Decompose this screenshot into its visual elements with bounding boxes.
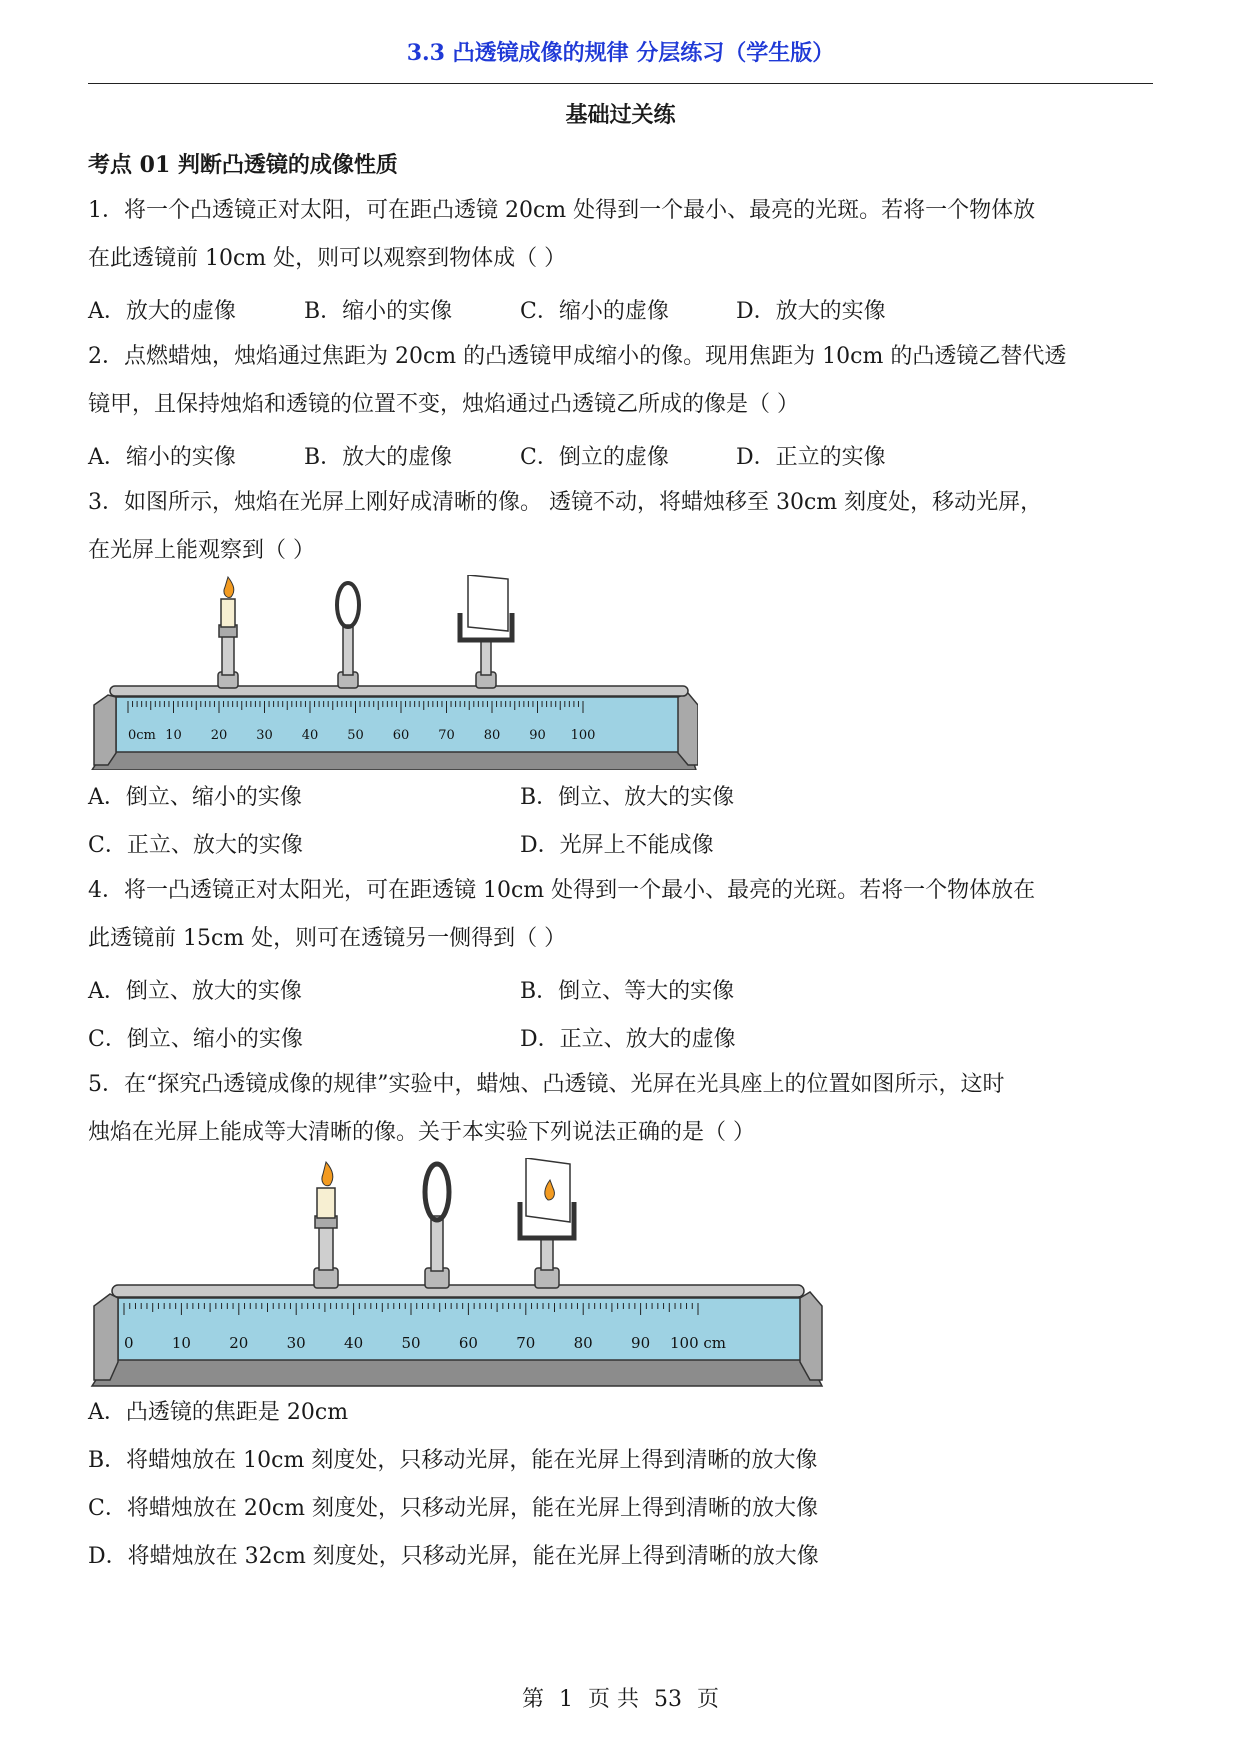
option-b[interactable]: B．放大的虚像 — [304, 445, 453, 470]
light-screen — [460, 575, 512, 688]
ruler-label: 60 — [392, 728, 410, 743]
question-1-line-2: 在此透镜前 10cm 处，则可以观察到物体成（ ） — [88, 246, 567, 271]
question-5-option-c[interactable]: C．将蜡烛放在 20cm 刻度处，只移动光屏，能在光屏上得到清晰的放大像 — [88, 1496, 818, 1521]
ruler-label: 90 — [631, 1334, 651, 1352]
ruler-label: 10 — [165, 728, 182, 743]
ruler-label: 30 — [286, 1334, 306, 1352]
ruler-label: 30 — [256, 728, 273, 743]
ruler-label: 40 — [301, 728, 319, 743]
ruler-label: 10 — [171, 1334, 191, 1352]
question-4-line-1: 4．将一凸透镜正对太阳光，可在距透镜 10cm 处得到一个最小、最亮的光斑。若将一个物体放在 — [88, 878, 1036, 903]
footer-mid: 页 共 — [588, 1687, 639, 1712]
ruler-label: 70 — [438, 728, 455, 743]
ruler-label: 80 — [573, 1334, 593, 1352]
option-d[interactable]: D．正立的实像 — [736, 445, 886, 470]
question-1-line-1: 1．将一个凸透镜正对太阳，可在距凸透镜 20cm 处得到一个最小、最亮的光斑。若将一个物体放 — [88, 198, 1036, 223]
question-5-line-2: 烛焰在光屏上能成等大清晰的像。关于本实验下列说法正确的是（ ） — [88, 1120, 755, 1145]
ruler-label: 70 — [516, 1334, 536, 1352]
ruler-label: 20 — [229, 1334, 249, 1352]
optical-bench-figure-2 — [88, 1158, 824, 1388]
convex-lens — [425, 1164, 449, 1288]
ruler-label: 20 — [210, 728, 228, 743]
ruler-label: 40 — [344, 1334, 364, 1352]
option-a[interactable]: A．倒立、缩小的实像 — [88, 785, 302, 810]
ruler-label: 50 — [401, 1334, 421, 1352]
section-title: 基础过关练 — [565, 102, 676, 128]
candle — [314, 1162, 338, 1288]
header-divider — [88, 83, 1153, 84]
question-4-line-2: 此透镜前 15cm 处，则可在透镜另一侧得到（ ） — [88, 926, 567, 951]
topic-heading: 考点 01 判断凸透镜的成像性质 — [88, 152, 398, 178]
ruler-label: 100 — [570, 728, 596, 743]
optical-bench-figure-1 — [88, 575, 698, 770]
ruler-label: 0 — [124, 1334, 134, 1352]
question-2-line-1: 2．点燃蜡烛，烛焰通过焦距为 20cm 的凸透镜甲成缩小的像。现用焦距为 10cm 的凸透镜乙替代透 — [88, 344, 1067, 369]
option-d[interactable]: D．正立、放大的虚像 — [520, 1027, 736, 1052]
ruler-label: 60 — [458, 1334, 478, 1352]
option-c[interactable]: C．倒立、缩小的实像 — [88, 1027, 303, 1052]
option-a[interactable]: A．缩小的实像 — [88, 445, 236, 470]
footer-suffix: 页 — [697, 1687, 720, 1712]
option-a[interactable]: A．倒立、放大的实像 — [88, 979, 302, 1004]
option-b[interactable]: B．倒立、等大的实像 — [520, 979, 735, 1004]
footer-total-pages: 53 — [654, 1687, 682, 1712]
footer-prefix: 第 — [521, 1687, 544, 1712]
ruler-label: 100 cm — [669, 1334, 727, 1352]
page-header-title: 3.3 凸透镜成像的规律 分层练习（学生版） — [406, 40, 835, 66]
question-5-line-1: 5．在“探究凸透镜成像的规律”实验中，蜡烛、凸透镜、光屏在光具座上的位置如图所示，这时 — [88, 1072, 1005, 1097]
convex-lens — [337, 583, 359, 688]
option-d[interactable]: D．光屏上不能成像 — [520, 833, 714, 858]
question-3-line-2: 在光屏上能观察到（ ） — [88, 538, 315, 563]
ruler-label: 90 — [529, 728, 546, 743]
light-screen — [520, 1158, 574, 1288]
ruler-label: 80 — [483, 728, 501, 743]
question-5-option-d[interactable]: D．将蜡烛放在 32cm 刻度处，只移动光屏，能在光屏上得到清晰的放大像 — [88, 1544, 819, 1569]
option-c[interactable]: C．倒立的虚像 — [520, 445, 669, 470]
question-3-line-1: 3．如图所示，烛焰在光屏上刚好成清晰的像。 透镜不动，将蜡烛移至 30cm 刻度处，移动光屏， — [88, 490, 1043, 515]
optical-bench-1 — [92, 575, 698, 770]
option-c[interactable]: C．正立、放大的实像 — [88, 833, 303, 858]
footer-page-number: 1 — [559, 1687, 573, 1712]
ruler-label: 0cm — [128, 728, 156, 743]
option-a[interactable]: A．放大的虚像 — [88, 299, 236, 324]
page-footer — [0, 1682, 1241, 1713]
option-b[interactable]: B．缩小的实像 — [304, 299, 453, 324]
option-b[interactable]: B．倒立、放大的实像 — [520, 785, 735, 810]
option-c[interactable]: C．缩小的虚像 — [520, 299, 669, 324]
option-d[interactable]: D．放大的实像 — [736, 299, 886, 324]
candle — [218, 577, 238, 688]
ruler-label: 50 — [347, 728, 364, 743]
question-2-line-2: 镜甲，且保持烛焰和透镜的位置不变，烛焰通过凸透镜乙所成的像是（ ） — [88, 392, 799, 417]
optical-bench-2 — [92, 1158, 822, 1386]
question-5-option-a[interactable]: A．凸透镜的焦距是 20cm — [88, 1400, 349, 1425]
question-5-option-b[interactable]: B．将蜡烛放在 10cm 刻度处，只移动光屏，能在光屏上得到清晰的放大像 — [88, 1448, 818, 1473]
